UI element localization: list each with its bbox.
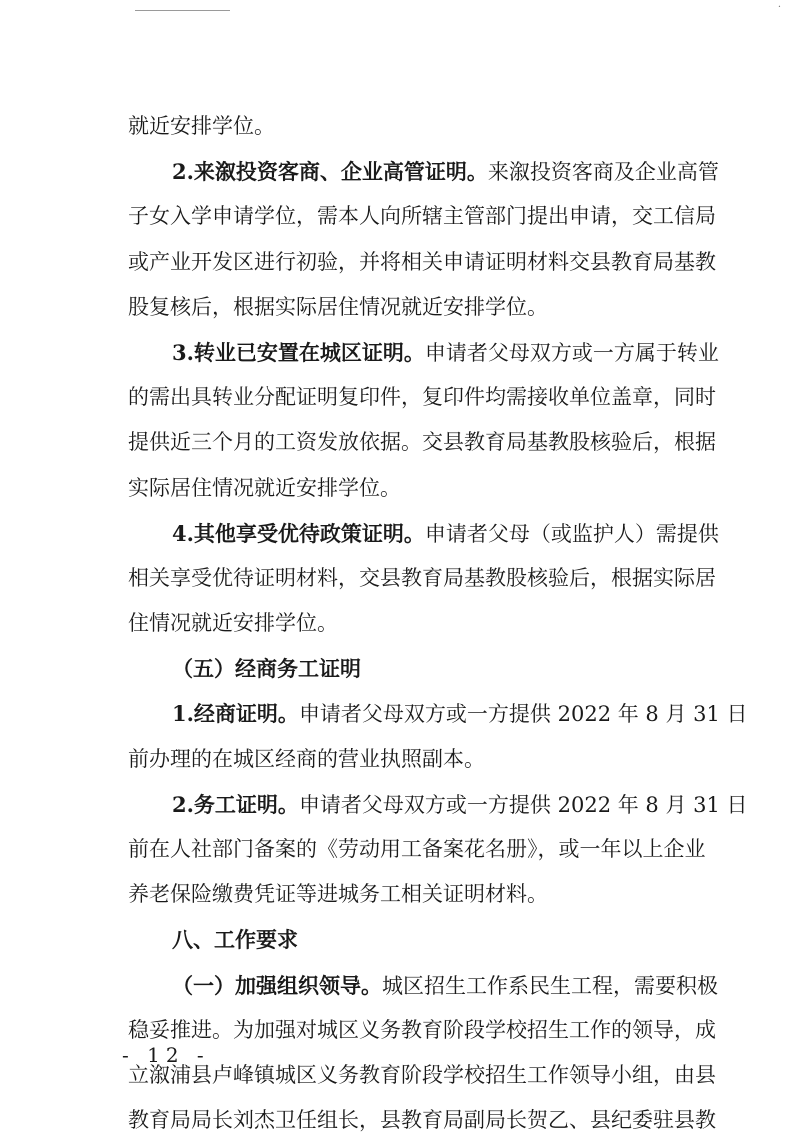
- text-line: 稳妥推进。为加强对城区义务教育阶段学校招生工作的领导，成: [128, 1017, 716, 1042]
- text-line: 前办理的在城区经商的营业执照副本。: [128, 746, 485, 771]
- text-run: 申请者父母双方或一方提供 2022 年 8 月 31 日: [298, 702, 748, 727]
- text-line: [128, 330, 768, 375]
- inline-heading: 4.其他享受优待政策证明。: [172, 520, 425, 546]
- inline-heading: 2.来溆投资客商、企业高管证明。: [172, 159, 488, 185]
- text-line: 或产业开发区进行初验，并将相关申请证明材料交县教育局基教: [128, 249, 716, 274]
- corner-mark: ·: [777, 2, 781, 13]
- text-line: [128, 149, 768, 194]
- text-line: 子女入学申请学位，需本人向所辖主管部门提出申请，交工信局: [128, 204, 716, 229]
- text-line: [128, 691, 768, 736]
- text-line: 前在人社部门备案的《劳动用工备案花名册》，或一年以上企业: [128, 837, 706, 861]
- text-line: 股复核后，根据实际居住情况就近安排学位。: [128, 294, 548, 319]
- inline-heading: 2.务工证明。: [172, 791, 299, 817]
- text-line: 养老保险缴费凭证等进城务工相关证明材料。: [128, 882, 548, 907]
- section-heading: （五）经商务工证明: [172, 656, 361, 682]
- text-line: [128, 782, 768, 827]
- text-run: 来溆投资客商及企业高管: [487, 160, 719, 185]
- inline-heading: （一）加强组织领导。: [172, 972, 382, 998]
- text-run: 申请者父母双方或一方属于转业: [424, 340, 719, 365]
- text-line: 实际居住情况就近安排学位。: [128, 475, 401, 500]
- text-line: [128, 511, 768, 556]
- inline-heading: 1.经商证明。: [172, 701, 299, 727]
- document-body: [128, 104, 768, 1143]
- text-line: 教育局局长刘杰卫任组长，县教育局副局长贺乙、县纪委驻县教: [128, 1108, 716, 1133]
- text-line: 相关享受优待证明材料，交县教育局基教股核验后，根据实际居: [128, 565, 716, 590]
- header-rule: [135, 10, 230, 11]
- text-line: [128, 963, 768, 1008]
- text-run: 申请者父母双方或一方提供 2022 年 8 月 31 日: [298, 792, 748, 817]
- text-line: 提供近三个月的工资发放依据。交县教育局基教股核验后，根据: [128, 430, 716, 455]
- text-line: 的需出具转业分配证明复印件，复印件均需接收单位盖章，同时: [128, 385, 716, 410]
- text-line: 住情况就近安排学位。: [128, 611, 338, 636]
- chapter-heading: 八、工作要求: [172, 927, 298, 953]
- text-line: 就近安排学位。: [128, 114, 275, 138]
- text-run: 城区招生工作系民生工程，需要积极: [382, 973, 718, 998]
- text-run: 申请者父母（或监护人）需提供: [424, 521, 719, 546]
- page-number: - 12 -: [122, 1043, 210, 1067]
- text-line: 立溆浦县卢峰镇城区义务教育阶段学校招生工作领导小组，由县: [128, 1062, 716, 1087]
- inline-heading: 3.转业已安置在城区证明。: [172, 339, 425, 365]
